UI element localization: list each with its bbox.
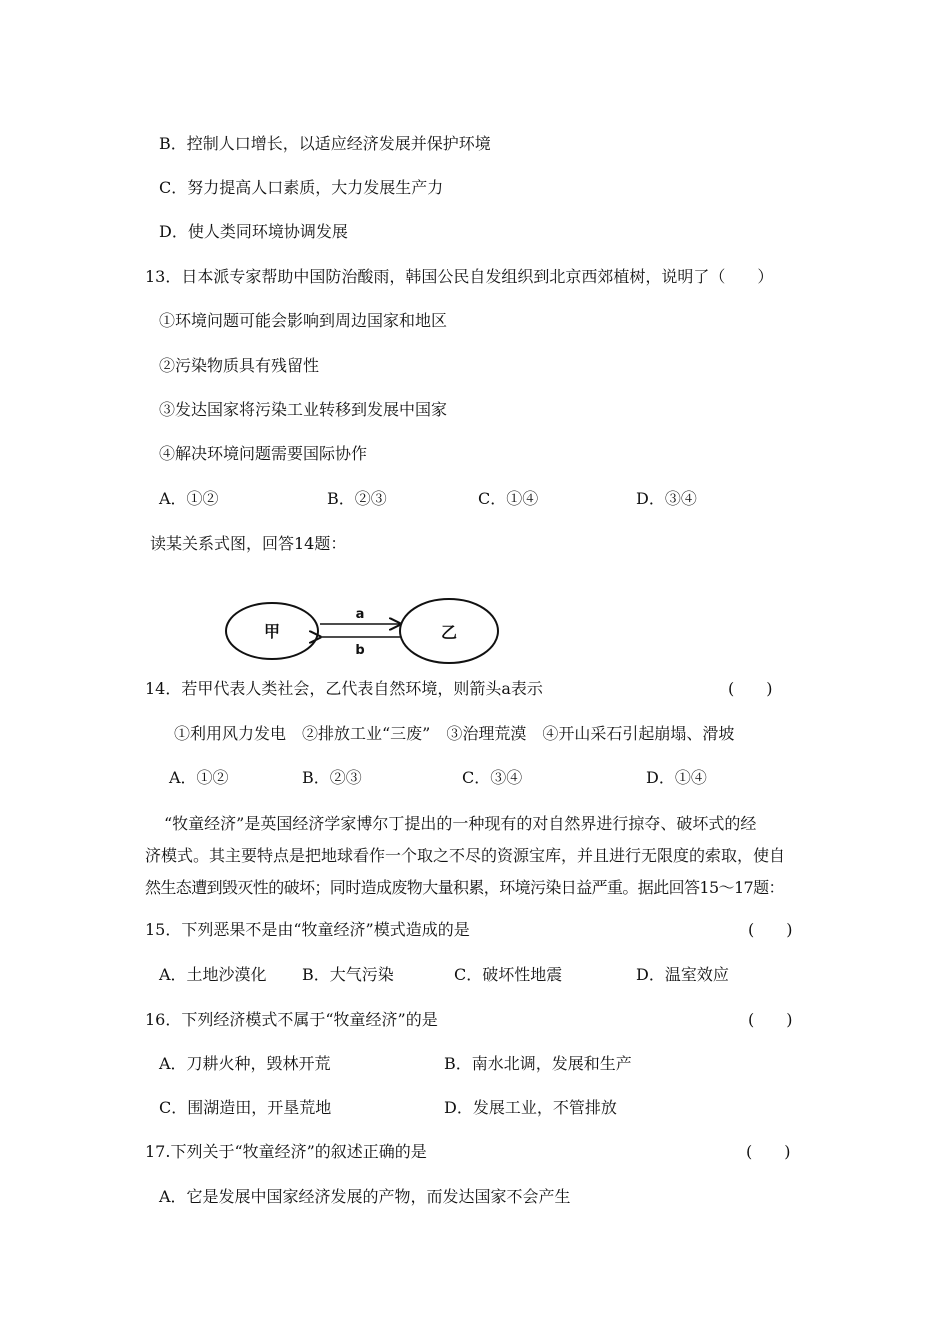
arrow-b-label: b	[355, 643, 365, 658]
q15-option-d: D．温室效应	[636, 965, 729, 984]
q13-option-b: B．②③	[327, 489, 387, 508]
q14-bracket: ( )	[728, 679, 773, 698]
q16-option-d: D．发展工业，不管排放	[444, 1098, 617, 1117]
q12-option-c: C．努力提高人口素质，大力发展生产力	[159, 178, 444, 197]
diagram-intro: 读某关系式图，回答14题：	[150, 534, 347, 553]
q17-stem: 17.下列关于“牧童经济”的叙述正确的是	[145, 1142, 427, 1161]
q14-items: ①利用风力发电 ②排放工业“三废” ③治理荒漠 ④开山采石引起崩塌、滑坡	[174, 724, 735, 743]
q15-option-c: C．破坏性地震	[454, 965, 563, 984]
q16-option-c: C．围湖造田，开垦荒地	[159, 1098, 332, 1117]
q13-item-2: ②污染物质具有残留性	[159, 356, 320, 375]
q15-option-a: A．土地沙漠化	[159, 965, 267, 984]
q13-item-3: ③发达国家将污染工业转移到发展中国家	[159, 400, 448, 419]
q13-stem: 13．日本派专家帮助中国防治酸雨，韩国公民自发组织到北京西郊植树，说明了（ ）	[145, 267, 774, 286]
q16-stem: 16．下列经济模式不属于“牧童经济”的是	[145, 1010, 438, 1029]
left-node-label: 甲	[263, 622, 281, 641]
relationship-diagram	[222, 596, 512, 666]
q16-option-b: B．南水北调，发展和生产	[444, 1054, 632, 1073]
passage-line-3: 然生态遭到毁灭性的破坏；同时造成废物大量积累，环境污染日益严重。据此回答15～17题：	[145, 878, 784, 897]
q16-bracket: ( )	[748, 1010, 793, 1029]
q13-option-d: D．③④	[636, 489, 697, 508]
q14-option-d: D．①④	[646, 768, 707, 787]
q14-option-c: C．③④	[462, 768, 523, 787]
q13-item-4: ④解决环境问题需要国际协作	[159, 444, 368, 463]
q15-stem: 15．下列恶果不是由“牧童经济”模式造成的是	[145, 920, 470, 939]
q13-option-c: C．①④	[478, 489, 539, 508]
passage-line-1: “牧童经济”是英国经济学家博尔丁提出的一种现有的对自然界进行掠夺、破坏式的经	[164, 814, 757, 833]
q17-option-a: A．它是发展中国家经济发展的产物，而发达国家不会产生	[159, 1187, 571, 1206]
q14-option-b: B．②③	[302, 768, 362, 787]
q15-bracket: ( )	[748, 920, 793, 939]
q12-option-b: B．控制人口增长，以适应经济发展并保护环境	[159, 134, 491, 153]
q12-option-d: D．使人类同环境协调发展	[159, 222, 348, 241]
q14-stem: 14．若甲代表人类社会，乙代表自然环境，则箭头a表示	[145, 679, 543, 698]
q14-option-a: A．①②	[169, 768, 229, 787]
arrow-a-label: a	[355, 607, 365, 622]
right-node-label: 乙	[440, 623, 458, 642]
q13-option-a: A．①②	[159, 489, 219, 508]
q17-bracket: ( )	[746, 1142, 791, 1161]
q13-item-1: ①环境问题可能会影响到周边国家和地区	[159, 311, 448, 330]
passage-line-2: 济模式。其主要特点是把地球看作一个取之不尽的资源宝库，并且进行无限度的索取，使自	[145, 846, 786, 865]
q16-option-a: A．刀耕火种，毁林开荒	[159, 1054, 331, 1073]
q15-option-b: B．大气污染	[302, 965, 394, 984]
